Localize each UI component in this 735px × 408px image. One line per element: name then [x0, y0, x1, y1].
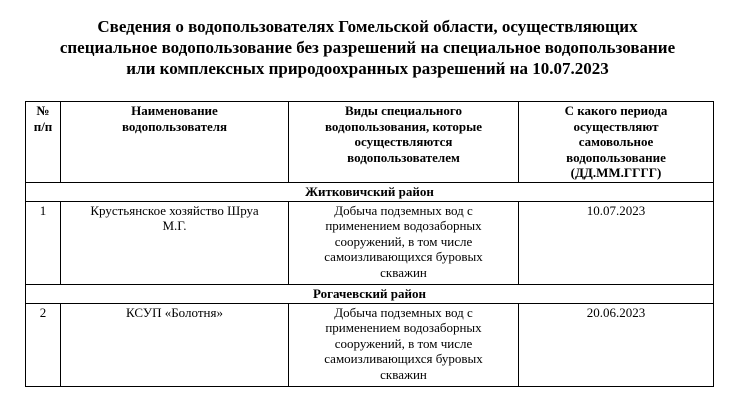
row-water-use-type: Добыча подземных вод с применением водозаборных сооружений, в том числе самоизливающихся буровых скважин [289, 201, 519, 284]
row-water-user-name: КСУП «Болотня» [61, 303, 289, 386]
region-name: Рогачевский район [26, 284, 714, 303]
header-number: № п/п [26, 102, 61, 183]
row-number: 1 [26, 201, 61, 284]
region-row [26, 284, 714, 303]
region-name: Житковичский район [26, 182, 714, 201]
row-date: 10.07.2023 [519, 201, 714, 284]
table-row [26, 201, 714, 284]
title-line-3: или комплексных природоохранных разрешений на 10.07.2023 [126, 59, 609, 78]
row-number: 2 [26, 303, 61, 386]
row-water-user-name: Крустьянское хозяйство Шруа М.Г. [61, 201, 289, 284]
document-title [0, 16, 735, 79]
title-line-1: Сведения о водопользователях Гомельской области, осуществляющих [97, 17, 638, 36]
title-line-2: специальное водопользование без разрешений на специальное водопользование [59, 38, 676, 57]
table-header-row [26, 102, 714, 183]
header-water-user-name: Наименование водопользователя [61, 102, 289, 183]
region-row [26, 182, 714, 201]
header-period-since: С какого периода осуществляют самовольное водопользование (ДД.ММ.ГГГГ) [519, 102, 714, 183]
water-users-table [25, 101, 714, 387]
row-water-use-type: Добыча подземных вод с применением водозаборных сооружений, в том числе самоизливающихся буровых скважин [289, 303, 519, 386]
table-row [26, 303, 714, 386]
header-water-use-types: Виды специального водопользования, которые осуществляются водопользователем [289, 102, 519, 183]
row-date: 20.06.2023 [519, 303, 714, 386]
